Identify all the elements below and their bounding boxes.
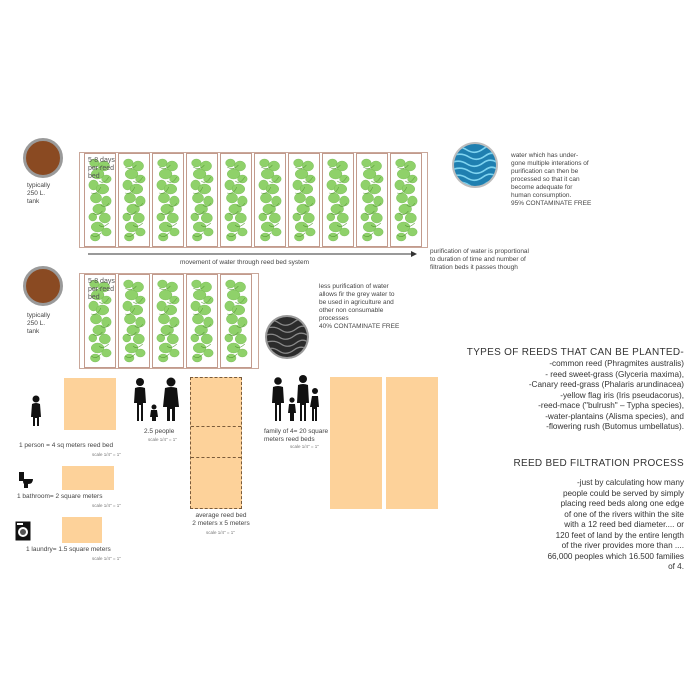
- reed-bed: [186, 153, 218, 247]
- tank-label-top: typically 250 L. tank: [27, 182, 51, 205]
- water-tank-icon: [23, 138, 63, 178]
- reed-type-item: -flowering rush (Butomus umbellatus).: [546, 422, 684, 431]
- people-group-icon: [131, 377, 183, 423]
- reed-bed: [322, 153, 354, 247]
- reed-types-block: [420, 347, 684, 433]
- reed-bed: [390, 153, 422, 247]
- bathroom-bed-rect: [62, 466, 114, 490]
- reed-bed: [118, 153, 150, 247]
- reed-bed-system-bottom: [79, 273, 259, 369]
- reed-bed: [152, 153, 184, 247]
- reed-bed: [356, 153, 388, 247]
- process-line: people could be served by simply: [562, 488, 684, 498]
- bed-duration-note: 5-8 days per reed bed: [88, 157, 115, 180]
- scale-note: scale 1/4" = 1": [148, 437, 177, 442]
- family-reed-bed: [386, 377, 438, 509]
- person-bed-square: [64, 378, 116, 430]
- reed-types-title: TYPES OF REEDS THAT CAN BE PLANTED-: [466, 347, 684, 358]
- filtration-process-block: [420, 458, 684, 573]
- scale-note: scale 1/4" = 1": [290, 444, 319, 449]
- scale-note: scale 1/4" = 1": [206, 530, 235, 535]
- process-line: of one of the rivers within the site: [564, 509, 684, 519]
- reed-bed: [288, 153, 320, 247]
- proportional-note: purification of water is proportional to duration of time and number of filtration beds it passes though: [430, 248, 529, 271]
- reed-bed: [118, 274, 150, 368]
- average-bed-label: average reed bed 2 meters x 5 meters: [192, 512, 250, 527]
- water-tank-icon: [23, 266, 63, 306]
- reed-bed: [220, 153, 252, 247]
- washing-machine-icon: [15, 521, 31, 541]
- process-line: placing reed beds along one edge: [560, 499, 684, 508]
- filtration-process-title: REED BED FILTRATION PROCESS: [513, 458, 684, 469]
- process-line: of 4.: [668, 562, 684, 571]
- reed-bed-system-top: [79, 152, 428, 248]
- movement-label: movement of water through reed bed system: [180, 259, 309, 266]
- person-icon: [29, 395, 43, 427]
- toilet-icon: [18, 471, 34, 489]
- tank-label-bottom: typically 250 L. tank: [27, 312, 51, 335]
- grey-water-icon: [264, 314, 310, 360]
- laundry-label: 1 laundry= 1.5 square meters: [26, 546, 111, 553]
- reed-type-item: -Canary reed-grass (Phalaris arundinacea): [528, 380, 684, 389]
- laundry-bed-rect: [62, 517, 102, 543]
- reed-type-item: -water-plantains (Alisma species), and: [545, 411, 684, 421]
- process-line: 120 feet of land by the entire length: [555, 530, 684, 540]
- family-label: family of 4= 20 square meters reed beds: [264, 428, 329, 443]
- reed-bed: [84, 153, 116, 247]
- scale-note: scale 1/4" = 1": [92, 503, 121, 508]
- family-reed-bed: [330, 377, 382, 509]
- reed-type-item: -yellow flag iris (Iris pseudacorus),: [560, 390, 684, 400]
- reed-type-item: -common reed (Phragmites australis): [549, 359, 684, 368]
- reed-bed: [186, 274, 218, 368]
- process-line: with a 12 reed bed diameter.... or: [564, 520, 684, 529]
- clean-water-note: water which has under- gone multiple interations of purification can then be processed so that it can become adequate for human consumption. 95% CONTAMINATE FREE: [511, 152, 592, 207]
- people-label: 2.5 people: [144, 428, 175, 435]
- bed-duration-note: 5-8 days per reed bed: [88, 278, 115, 301]
- family-icon: [270, 375, 322, 423]
- reed-bed: [254, 153, 286, 247]
- bathroom-label: 1 bathroom= 2 square meters: [17, 493, 103, 500]
- clean-water-icon: [451, 141, 499, 189]
- average-reed-bed: [190, 377, 242, 509]
- process-line: -just by calculating how many: [577, 478, 684, 487]
- reed-bed: [84, 274, 116, 368]
- process-line: of the river provides more than ....: [561, 541, 684, 550]
- grey-water-note: less purification of water allows fir the grey water to be used in agriculture and other non consumable processes 40% CONTAMINATE FREE: [319, 283, 400, 330]
- person-label: 1 person = 4 sq meters reed bed: [19, 442, 114, 449]
- process-line: 66,000 peoples which 16.500 families: [547, 551, 684, 561]
- reed-bed: [152, 274, 184, 368]
- reed-type-item: -reed-mace ("bulrush" – Typha species),: [538, 401, 684, 410]
- scale-note: scale 1/4" = 1": [92, 556, 121, 561]
- reed-type-item: - reed sweet-grass (Glyceria maxima),: [545, 369, 684, 379]
- scale-note: scale 1/4" = 1": [92, 452, 121, 457]
- reed-bed: [220, 274, 252, 368]
